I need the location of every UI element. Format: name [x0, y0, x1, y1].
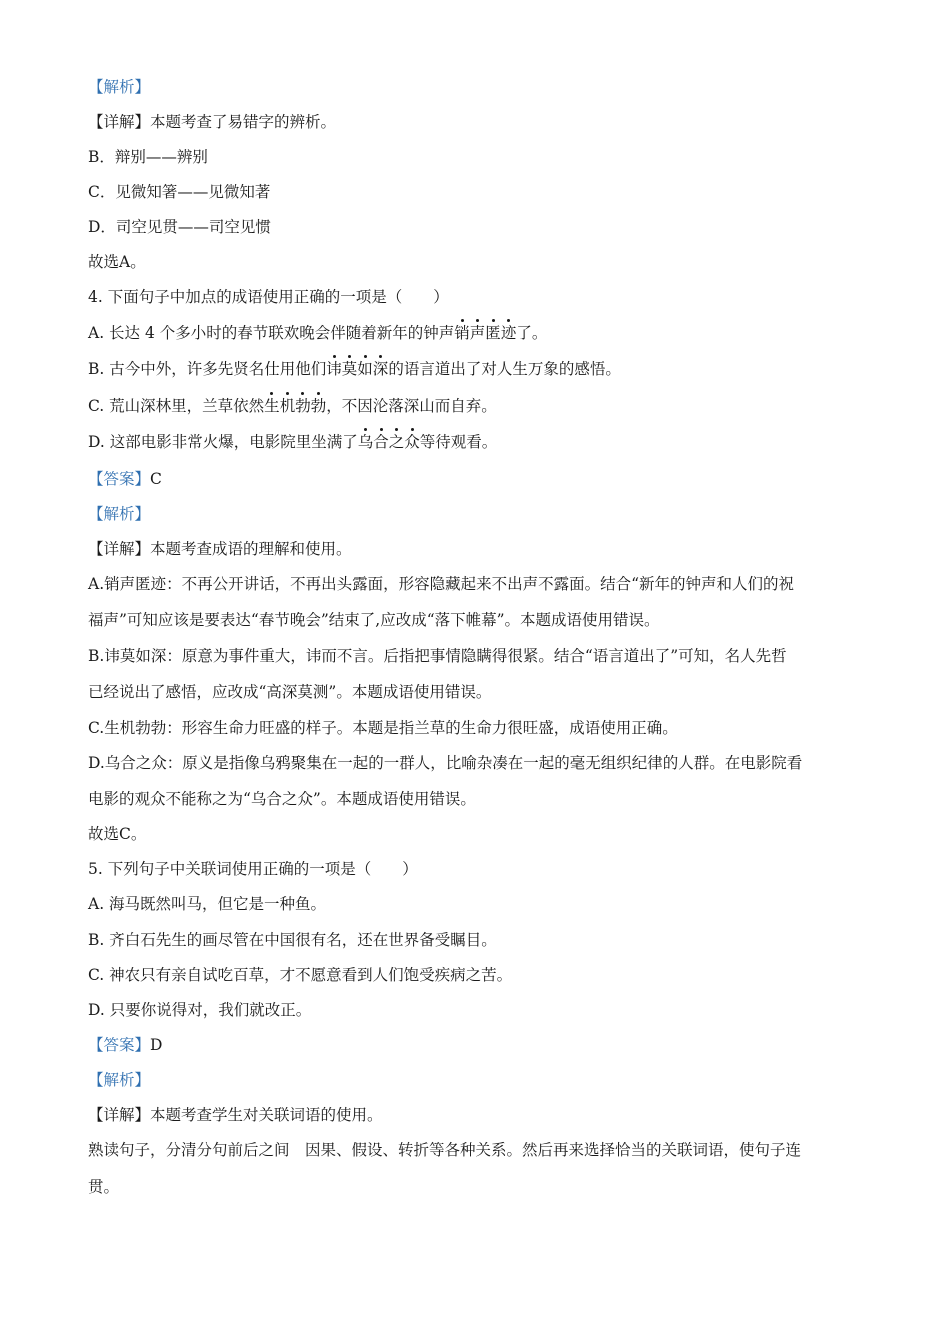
- dotted-char: 匿: [485, 324, 501, 342]
- dotted-char: 众: [404, 433, 420, 451]
- dotted-idiom: [326, 358, 388, 380]
- option-text: B. 古今中外，许多先贤名仕用他们: [88, 360, 327, 378]
- q4-answer: [88, 468, 162, 490]
- dotted-char: 勃: [295, 397, 311, 415]
- q4-explain-b-line2: 已经说出了感悟，应改成“高深莫测”。本题成语使用错误。: [88, 683, 492, 701]
- option-text: C. 荒山深林里，兰草依然: [88, 397, 265, 415]
- q4-option-b: [88, 358, 621, 380]
- q5-answer: [88, 1034, 162, 1056]
- q4-option-c: [88, 395, 497, 417]
- dotted-char: 乌: [357, 433, 374, 451]
- q4-explain-a-line1: A.销声匿迹：不再公开讲话，不再出头露面，形容隐藏起来不出声不露面。结合“新年的钟声和人们的祝: [88, 575, 795, 593]
- option-text: 等待观看。: [419, 433, 498, 451]
- xiangjie-tag: 【详解】: [88, 1106, 151, 1124]
- q3-jiexi-heading: [88, 76, 150, 98]
- xiangjie-tag: 【详解】: [88, 540, 151, 558]
- q4-explain-d-line1: D.乌合之众：原义是指像乌鸦聚集在一起的一群人，比喻杂凑在一起的毫无组织纪律的人群。在电影院看: [88, 754, 803, 772]
- q5-option-b: B. 齐白石先生的画尽管在中国很有名，还在世界备受瞩目。: [88, 931, 497, 949]
- option-text: D. 这部电影非常火爆，电影院里坐满了: [88, 433, 358, 451]
- q5-body-line2: 贯。: [88, 1178, 120, 1196]
- jiexi-tag: 【解析】: [88, 78, 151, 96]
- option-text: 了。: [516, 324, 548, 342]
- xiangjie-text: 本题考查了易错字的辨析。: [150, 113, 337, 131]
- dotted-char: 莫: [341, 360, 358, 378]
- jiexi-tag: 【解析】: [88, 1071, 151, 1089]
- dotted-char: 迹: [500, 324, 517, 342]
- xiangjie-text: 本题考查成语的理解和使用。: [150, 540, 352, 558]
- answer-value: D: [150, 1036, 163, 1054]
- q5-jiexi-heading: [88, 1069, 150, 1091]
- dotted-char: 之: [388, 433, 405, 451]
- q3-conclusion: 故选A。: [88, 253, 146, 271]
- dotted-idiom: [264, 395, 326, 417]
- dotted-char: 合: [373, 433, 389, 451]
- q4-stem: 4. 下面句子中加点的成语使用正确的一项是（ ）: [88, 288, 449, 306]
- q4-conclusion: 故选C。: [88, 825, 147, 843]
- q4-xiangjie: [88, 538, 352, 560]
- option-text: A. 长达 4 个多小时的春节联欢晚会伴随着新年的钟声: [88, 324, 455, 342]
- answer-tag: 【答案】: [88, 1036, 151, 1054]
- q4-explain-c-line1: C.生机勃勃：形容生命力旺盛的样子。本题是指兰草的生命力很旺盛，成语使用正确。: [88, 719, 678, 737]
- xiangjie-text: 本题考查学生对关联词语的使用。: [150, 1106, 383, 1124]
- dotted-idiom: [358, 431, 420, 453]
- q5-stem: 5. 下列句子中关联词使用正确的一项是（ ）: [88, 860, 418, 878]
- dotted-char: 讳: [326, 360, 342, 378]
- answer-tag: 【答案】: [88, 470, 151, 488]
- dotted-char: 如: [357, 360, 373, 378]
- dotted-char: 勃: [310, 397, 327, 415]
- q4-jiexi-heading: [88, 503, 150, 525]
- q5-option-d: D. 只要你说得对，我们就改正。: [88, 1001, 312, 1019]
- dotted-char: 生: [264, 397, 280, 415]
- option-text: ，不因沦落深山而自弃。: [326, 397, 497, 415]
- jiexi-tag: 【解析】: [88, 505, 151, 523]
- xiangjie-tag: 【详解】: [88, 113, 151, 131]
- dotted-char: 销: [454, 324, 470, 342]
- q4-option-d: [88, 431, 497, 453]
- dotted-idiom: [454, 322, 516, 344]
- q4-option-a: [88, 322, 547, 344]
- q4-explain-b-line1: B.讳莫如深：原意为事件重大，讳而不言。后指把事情隐瞒得很紧。结合“语言道出了”可知，名人先哲: [88, 647, 787, 665]
- dotted-char: 深: [372, 360, 389, 378]
- q3-item-b: B．辩别——辨别: [88, 148, 208, 166]
- q4-explain-a-line2: 福声”可知应该是要表达“春节晚会”结束了,应改成“落下帷幕”。本题成语使用错误。: [88, 611, 660, 629]
- q5-option-a: A. 海马既然叫马，但它是一种鱼。: [88, 895, 327, 913]
- q4-explain-d-line2: 电影的观众不能称之为“乌合之众”。本题成语使用错误。: [88, 790, 476, 808]
- q5-xiangjie: [88, 1104, 383, 1126]
- dotted-char: 机: [279, 397, 296, 415]
- q5-body-line1: 熟读句子，分清分句前后之间 因果、假设、转折等各种关系。然后再来选择恰当的关联词语，使句子连: [88, 1141, 802, 1159]
- answer-value: C: [150, 470, 162, 488]
- q3-item-c: C．见微知箸——见微知著: [88, 183, 271, 201]
- option-text: 的语言道出了对人生万象的感悟。: [388, 360, 621, 378]
- q5-option-c: C. 神农只有亲自试吃百草，才不愿意看到人们饱受疾病之苦。: [88, 966, 513, 984]
- q3-xiangjie: [88, 111, 336, 133]
- dotted-char: 声: [469, 324, 486, 342]
- q3-item-d: D．司空见贯——司空见惯: [88, 218, 271, 236]
